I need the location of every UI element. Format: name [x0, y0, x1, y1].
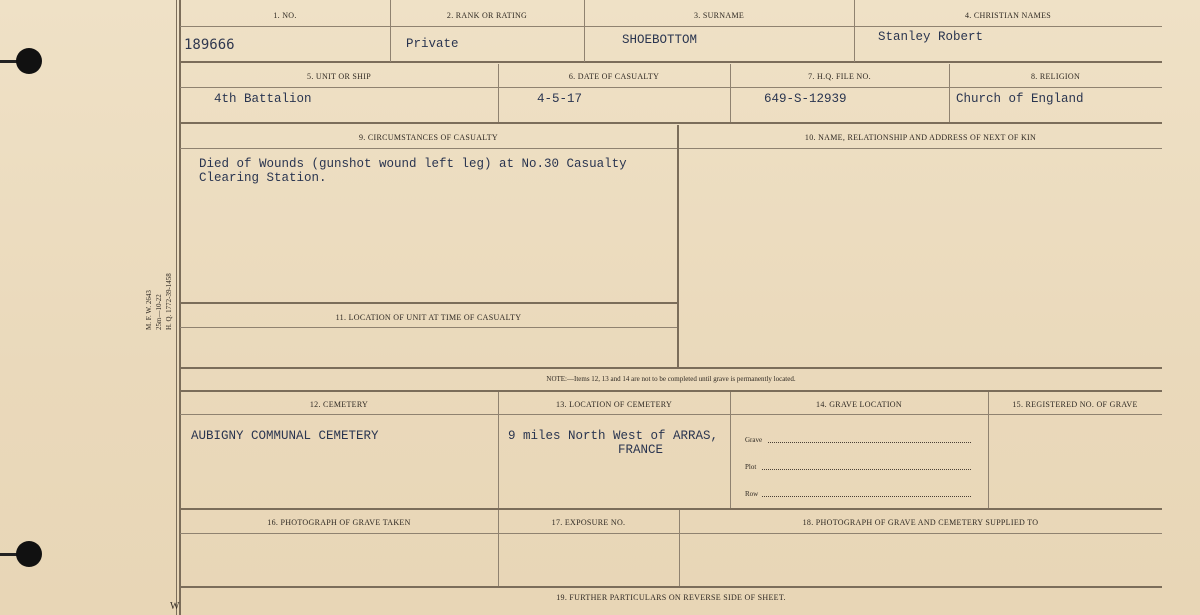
location-of-unit-label: 11. LOCATION OF UNIT AT TIME OF CASUALTY: [335, 313, 522, 322]
divider: [854, 0, 855, 62]
row2-bottom-rule: [180, 122, 1162, 124]
location-top-rule: [180, 302, 677, 304]
row3-bottom-rule: [180, 367, 1162, 369]
cemetery-value: AUBIGNY COMMUNAL CEMETERY: [191, 429, 379, 443]
row1-bottom-rule: [180, 61, 1162, 63]
circumstances-line1: Died of Wounds (gunshot wound left leg) at No.30 Casualty: [199, 157, 627, 171]
unit-label: 5. UNIT OR SHIP: [307, 72, 371, 81]
row4-label-rule: [180, 414, 1162, 415]
unit-value: 4th Battalion: [214, 92, 312, 106]
next-of-kin-label: 10. NAME, RELATIONSHIP AND ADDRESS OF NEXT OF KIN: [804, 133, 1037, 142]
hq-file-value: 649-S-12939: [764, 92, 847, 106]
photograph-taken-label: 16. PHOTOGRAPH OF GRAVE TAKEN: [267, 518, 411, 527]
row1-label-rule: [180, 26, 1162, 27]
divider: [390, 0, 391, 62]
note-bottom-rule: [180, 390, 1162, 392]
further-particulars-label: 19. FURTHER PARTICULARS ON REVERSE SIDE OF SHEET.: [556, 593, 786, 602]
side-print: [144, 273, 174, 330]
punch-hole-bottom: [16, 541, 42, 567]
hq-file-label: 7. H.Q. FILE NO.: [808, 72, 871, 81]
divider: [677, 125, 679, 368]
registered-no-label: 15. REGISTERED NO. OF GRAVE: [1012, 400, 1138, 409]
divider: [584, 0, 585, 62]
row-sublabel: Row: [745, 490, 759, 498]
plot-sublabel: Plot: [745, 463, 757, 471]
location-label-rule: [180, 327, 677, 328]
side-print-line2: 25m—10-22: [155, 294, 163, 330]
cemetery-label: 12. CEMETERY: [309, 400, 369, 409]
no-value: 189666: [184, 37, 235, 53]
location-of-cemetery-label: 13. LOCATION OF CEMETERY: [555, 400, 673, 409]
date-label: 6. DATE OF CASUALTY: [568, 72, 660, 81]
divider: [730, 392, 731, 508]
side-print-line1: M. F. W. 2643: [145, 290, 153, 330]
surname-value: SHOEBOTTOM: [622, 33, 698, 47]
divider: [498, 392, 499, 508]
no-label: 1. NO.: [273, 11, 297, 20]
grave-sublabel: Grave: [745, 436, 763, 444]
row3-label-rule: [180, 148, 1162, 149]
left-border-outer: [176, 0, 177, 615]
rank-value: Private: [406, 37, 459, 51]
row4-bottom-rule: [180, 508, 1162, 510]
plot-dotted-line: [762, 469, 971, 470]
christian-names-label: 4. CHRISTIAN NAMES: [964, 11, 1052, 20]
religion-value: Church of England: [956, 92, 1084, 106]
punch-hole-top: [16, 48, 42, 74]
circumstances-line2: Clearing Station.: [199, 171, 327, 185]
christian-names-value: Stanley Robert: [878, 30, 984, 44]
row5-bottom-rule: [180, 586, 1162, 588]
grave-location-label: 14. GRAVE LOCATION: [816, 400, 902, 409]
grave-dotted-line: [768, 442, 971, 443]
row-dotted-line: [762, 496, 971, 497]
divider: [988, 392, 989, 508]
rank-label: 2. RANK OR RATING: [446, 11, 528, 20]
circumstances-label: 9. CIRCUMSTANCES OF CASUALTY: [358, 133, 499, 142]
location-of-cemetery-line2: FRANCE: [618, 443, 664, 457]
side-print-line3: H. Q. 1772-39-1458: [165, 273, 173, 330]
date-value: 4-5-17: [537, 92, 583, 106]
religion-label: 8. RELIGION: [1030, 72, 1081, 81]
location-of-cemetery-line1: 9 miles North West of ARRAS,: [508, 429, 719, 443]
surname-label: 3. SURNAME: [693, 11, 745, 20]
exposure-no-label: 17. EXPOSURE NO.: [551, 518, 626, 527]
corner-mark: W: [170, 601, 180, 612]
note-text: NOTE:—Items 12, 13 and 14 are not to be completed until grave is permanently located.: [546, 375, 796, 383]
row2-label-rule: [180, 87, 1162, 88]
row5-label-rule: [180, 533, 1162, 534]
photograph-supplied-label: 18. PHOTOGRAPH OF GRAVE AND CEMETERY SUPPLIED TO: [802, 518, 1039, 527]
